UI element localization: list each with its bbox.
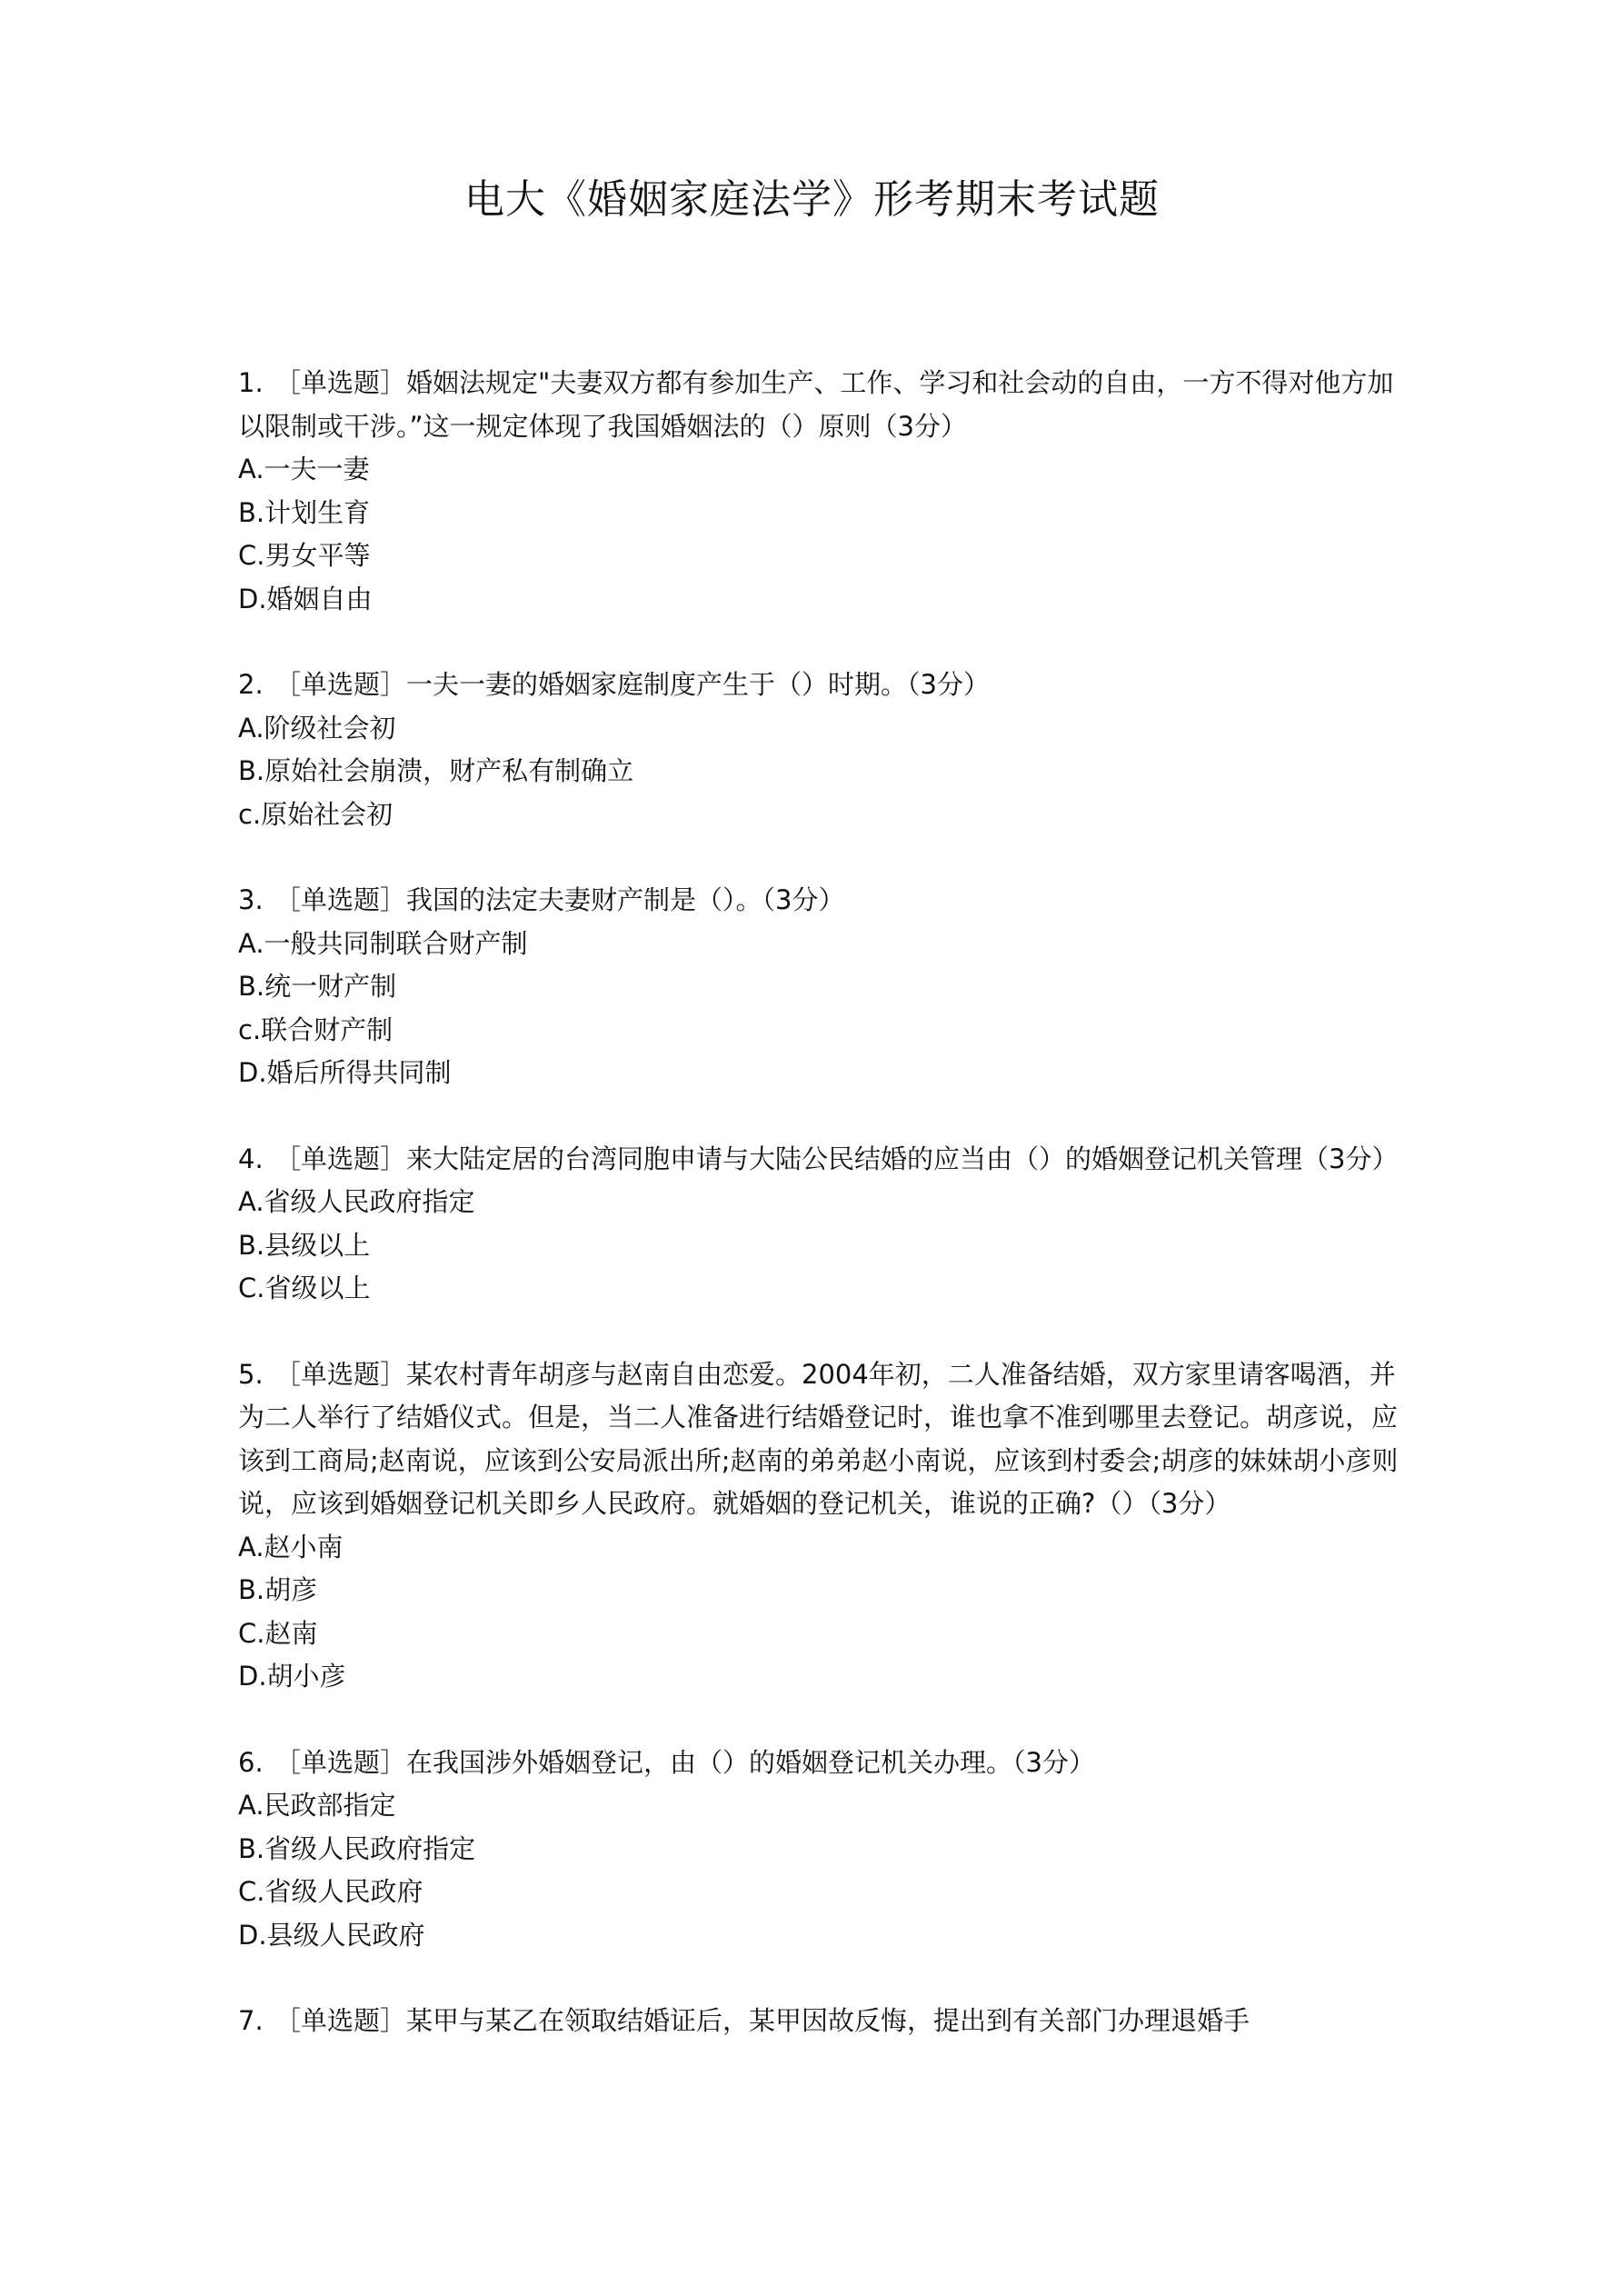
option: D.婚后所得共同制 [238,1057,452,1088]
option: B.统一财产制 [238,971,397,1002]
option: B.县级以上 [238,1229,371,1261]
question-text [238,362,1410,448]
option: D.婚姻自由 [238,583,373,614]
question-4 [238,1138,1410,1311]
question-body: ［单选题］我国的法定夫妻财产制是（）。（3分） [274,884,845,915]
option: B.省级人民政府指定 [238,1832,476,1864]
question-body: ［单选题］在我国涉外婚姻登记，由（）的婚姻登记机关办理。（3分） [274,1746,1095,1778]
question-2 [238,664,1410,836]
question-list [238,362,1410,2086]
option: A.一夫一妻 [238,454,370,484]
question-body: ［单选题］来大陆定居的台湾同胞申请与大陆公民结婚的应当由（）的婚姻登记机关管理（3分）A.省级人民政府指定 [238,1143,1399,1217]
question-1 [238,362,1410,621]
question-body: ［单选题］某农村青年胡彦与赵南自由恋爱。2004年初，二人准备结婚，双方家里请客喝酒，并为二人举行了结婚仪式。但是，当二人准备进行结婚登记时，谁也拿不准到哪里去登记。胡彦说，应该到工商局;赵南说，应该到公安局派出所;赵南的弟弟赵小南说，应该到村委会;胡彦的妹妹胡小彦则说，应该到婚姻登记机关即乡人民政府。就婚姻的登记机关，谁说的正确?（）（3分） [238,1358,1399,1519]
question-number: 4. [238,1143,264,1174]
option: A.民政部指定 [238,1790,396,1821]
option: D.胡小彦 [238,1661,346,1692]
option: C.男女平等 [238,540,371,571]
option: C.省级人民政府 [238,1876,423,1907]
question-6 [238,1742,1410,1958]
question-body: ［单选题］婚姻法规定"夫妻双方都有参加生产、工作、学习和社会动的自由，一方不得对他方加以限制或干涉。”这一规定体现了我国婚姻法的（）原则（3分） [238,367,1394,442]
option: D.县级人民政府 [238,1919,425,1951]
question-number: 2. [238,669,264,700]
question-5 [238,1353,1410,1699]
option: c.原始社会初 [238,798,394,830]
question-body: ［单选题］某甲与某乙在领取结婚证后，某甲因故反悔，提出到有关部门办理退婚手 [274,2005,1250,2036]
question-text [238,1138,1410,1224]
document-title: 电大《婚姻家庭法学》形考期末考试题 [464,176,1160,223]
question-number: 1. [238,367,264,398]
question-number: 6. [238,1746,264,1778]
option: B.计划生育 [238,496,371,528]
option: A.一般共同制联合财产制 [238,927,528,959]
option: A.赵小南 [238,1531,344,1562]
question-number: 5. [238,1358,264,1390]
option: C.省级以上 [238,1273,371,1303]
option: c.联合财产制 [238,1013,394,1045]
option: A.阶级社会初 [238,712,396,744]
option: B.胡彦 [238,1574,318,1605]
question-text [238,1353,1410,1526]
question-text [238,2000,1410,2043]
question-text [238,879,1410,923]
option: C.赵南 [238,1617,318,1649]
question-number: 3. [238,884,264,915]
question-text [238,664,1410,707]
question-number: 7. [238,2005,264,2036]
question-body: ［单选题］一夫一妻的婚姻家庭制度产生于（）时期。（3分） [274,669,990,700]
option: B.原始社会崩溃，财产私有制确立 [238,755,634,786]
question-7 [238,2000,1410,2043]
question-3 [238,879,1410,1095]
question-text [238,1742,1410,1785]
